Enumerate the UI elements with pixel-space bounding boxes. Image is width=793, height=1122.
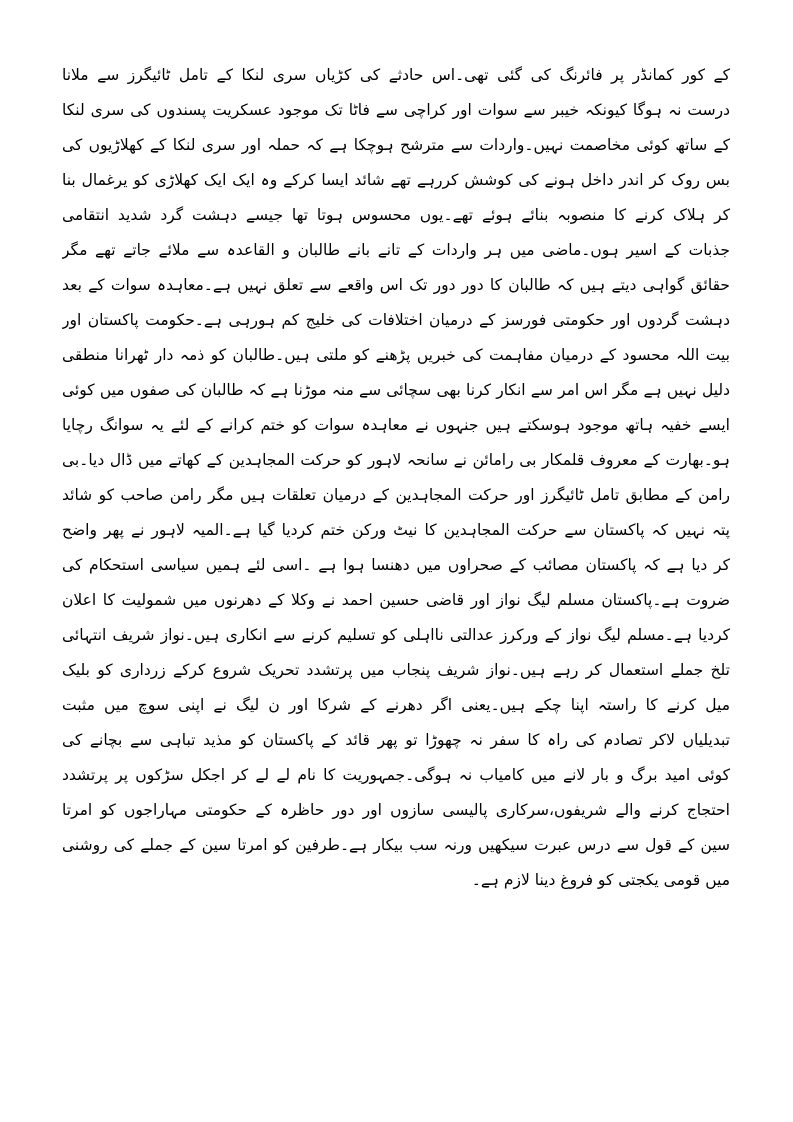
- text-line-15: کر دیا ہے کہ پاکستان مصائب کے صحراوں میں دھنسا ہوا ہے ۔اسی لئے ہمیں سیاسی استحکام کی: [62, 556, 730, 574]
- text-line-21: کوئی امید برگ و بار لانے میں کامیاب نہ ہوگی۔جمہوریت کا نام لے لے کر اجکل سڑکوں پر پرتشدد: [62, 766, 730, 784]
- text-line-16: ضروت ہے۔پاکستان مسلم لیگ نواز اور قاضی حسین احمد نے وکلا کے دھرنوں میں شمولیت کا اعلان: [62, 591, 730, 609]
- text-line-3: کے ساتھ کوئی مخاصمت نہیں۔واردات سے مترشح ہوچکا ہے کہ حملہ اور سری لنکا کے کھلاڑیوں کی: [62, 136, 730, 154]
- text-line-2: درست نہ ہوگا کیونکہ خیبر سے سوات اور کراچی سے فاٹا تک موجود عسکریت پسندوں کی سری لنکا: [62, 101, 730, 119]
- text-line-24: میں قومی یکجتی کو فروغ دینا لازم ہے۔: [471, 871, 730, 889]
- text-line-18: تلخ جملے استعمال کر رہے ہیں۔نواز شریف پنجاب میں پرتشدد تحریک شروع کرکے زرداری کو بلیک: [62, 661, 730, 679]
- text-line-13: رامن کے مطابق تامل ٹائیگرز اور حرکت المجاہدین کے درمیان تعلقات ہیں مگر رامن صاحب کو شائد: [62, 486, 730, 504]
- text-line-6: جذبات کے اسیر ہوں۔ماضی میں ہر واردات کے تانے بانے طالبان و القاعدہ سے ملائے جاتے تھے مگر: [62, 241, 730, 259]
- text-line-4: بس روک کر اندر داخل ہونے کی کوشش کررہے تھے شائد ایسا کرکے وہ ایک ایک کھلاڑی کو یرغمال بنا: [62, 171, 730, 189]
- text-line-17: کردیا ہے۔مسلم لیگ نواز کے ورکرز عدالتی نااہلی کو تسلیم کرنے سے انکاری ہیں۔نواز شریف انتہائی: [62, 626, 730, 644]
- text-line-5: کر ہلاک کرنے کا منصوبہ بنائے ہوئے تھے۔یوں محسوس ہوتا تھا جیسے دہشت گرد شدید انتقامی: [62, 206, 730, 224]
- text-line-10: دلیل نہیں ہے مگر اس امر سے انکار کرنا بھی سچائی سے منہ موڑنا ہے کہ طالبان کی صفوں میں کوئی: [62, 381, 730, 399]
- text-line-12: ہو۔بھارت کے معروف قلمکار بی رامائن نے سانحہ لاہور کو حرکت المجاہدین کے کھاتے میں ڈال دیا۔بی: [62, 451, 730, 469]
- text-line-20: تبدیلیاں لاکر تصادم کی راہ کا سفر نہ چھوڑا تو پھر قائد کے پاکستان کو مذید تباہی سے بچانے کی: [62, 731, 730, 749]
- text-line-9: بیت اللہ محسود کے درمیان مفاہمت کی خبریں پڑھنے کو ملتی ہیں۔طالبان کو ذمہ دار ٹھرانا منطقی: [62, 346, 730, 364]
- text-line-22: احتجاج کرنے والے شریفوں،سرکاری پالیسی سازوں اور دور حاظرہ کے حکومتی مہاراجوں کو امرتا: [62, 801, 730, 819]
- text-line-7: حقائق گواہی دیتے ہیں کہ طالبان کا دور دور تک اس واقعے سے تعلق نہیں ہے۔معاہدہ سوات کے بعد: [62, 276, 730, 294]
- text-line-14: پتہ نہیں کہ پاکستان سے حرکت المجاہدین کا نیٹ ورکن ختم کردیا گیا ہے۔المیہ لاہور نے پھر واضح: [62, 521, 730, 539]
- text-line-23: سین کے قول سے درس عبرت سیکھیں ورنہ سب بیکار ہے۔طرفین کو امرتا سین کے جملے کی روشنی: [62, 836, 730, 854]
- text-line-19: میل کرنے کا راستہ اپنا چکے ہیں۔یعنی اگر دھرنے کے شرکا اور ن لیگ نے اپنی سوچ میں مثبت: [62, 696, 730, 714]
- text-line-8: دہشت گردوں اور حکومتی فورسز کے درمیان اختلافات کی خلیج کم ہورہی ہے۔حکومت پاکستان اور: [62, 311, 730, 329]
- text-line-11: ایسے خفیہ ہاتھ موجود ہوسکتے ہیں جنہوں نے معاہدہ سوات کو ختم کرانے کے لئے یہ سوانگ رچایا: [62, 416, 730, 434]
- text-line-1: کے کور کمانڈر پر فائرنگ کی گئی تھی۔اس حادثے کی کڑیاں سری لنکا کے تامل ٹائیگرز سے ملانا: [62, 66, 730, 84]
- article-body: [62, 58, 730, 898]
